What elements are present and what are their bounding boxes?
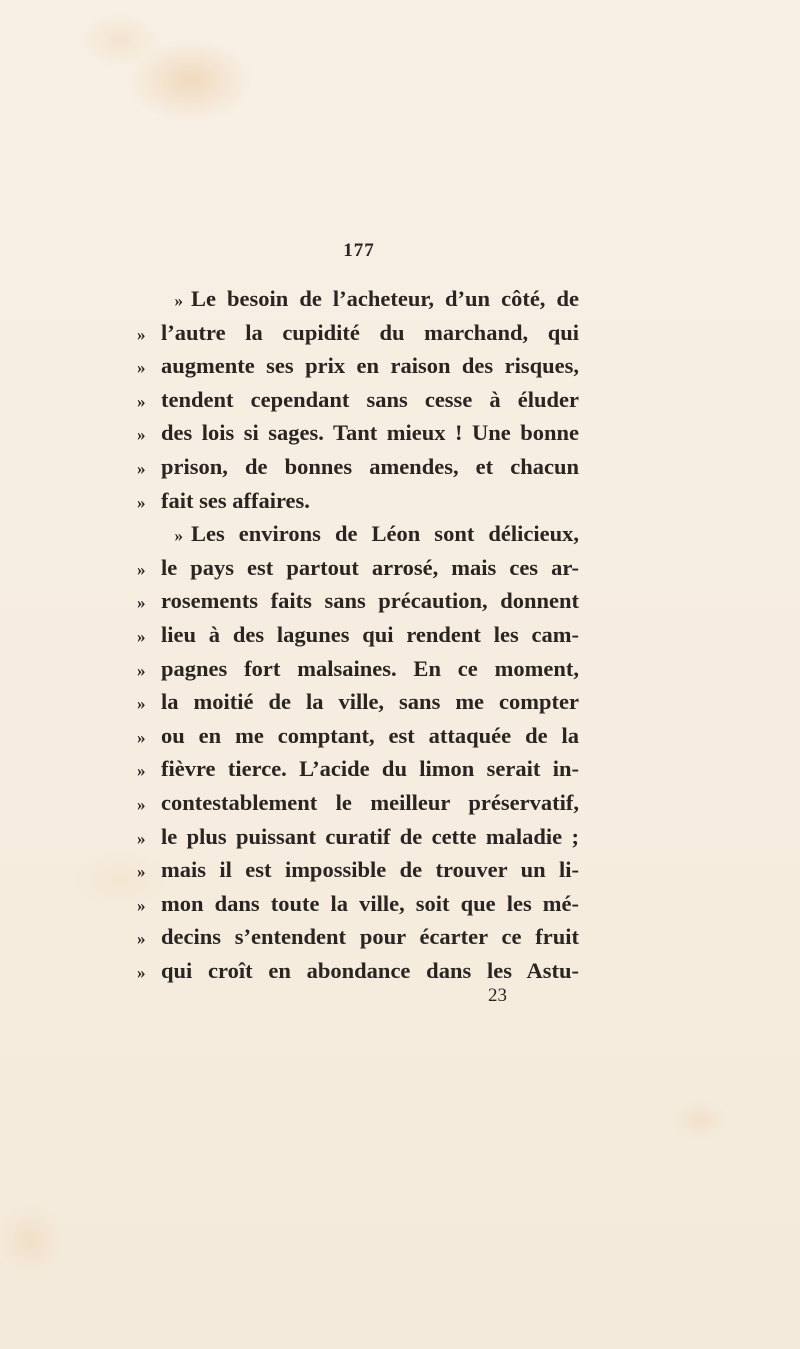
text-line: [137, 652, 579, 686]
text-line: [137, 920, 579, 954]
line-text: qui croît en abondance dans les Astu-: [161, 957, 579, 983]
quote-marker: »: [137, 761, 146, 781]
quote-marker: »: [137, 660, 146, 680]
text-line: [137, 450, 579, 484]
text-line: [137, 349, 579, 383]
quote-marker: »: [137, 593, 146, 613]
line-text: le pays est partout arrosé, mais ces ar-: [161, 554, 579, 580]
signature-mark: 23: [488, 985, 507, 1006]
quote-marker: »: [137, 895, 146, 915]
line-text: rosements faits sans précaution, donnent: [161, 588, 579, 614]
text-line: [137, 618, 579, 652]
text-line: [137, 954, 579, 988]
line-text: des lois si sages. Tant mieux ! Une bonne: [161, 420, 579, 446]
line-text: mon dans toute la ville, soit que les mé-: [161, 890, 579, 916]
line-text: le plus puissant curatif de cette maladie ;: [161, 823, 579, 849]
line-text: la moitié de la ville, sans me compter: [161, 689, 579, 715]
quote-marker: »: [137, 929, 146, 949]
line-text: mais il est impossible de trouver un li-: [161, 857, 579, 883]
text-line: [137, 416, 579, 450]
quote-marker: »: [137, 962, 146, 982]
line-text: contestablement le meilleur préservatif,: [161, 789, 579, 815]
body-text: [137, 282, 579, 987]
text-line: [137, 853, 579, 887]
line-text: tendent cependant sans cesse à éluder: [161, 386, 579, 412]
text-line: [137, 584, 579, 618]
line-text: fièvre tierce. L’acide du limon serait in-: [161, 756, 579, 782]
text-line: [137, 282, 579, 316]
text-line: [137, 517, 579, 551]
quote-marker: »: [174, 526, 183, 546]
text-line: [137, 316, 579, 350]
line-text: augmente ses prix en raison des risques,: [161, 353, 579, 379]
quote-marker: »: [137, 324, 146, 344]
quote-marker: »: [137, 458, 146, 478]
quote-marker: »: [174, 291, 183, 310]
quote-marker: »: [137, 626, 146, 646]
line-text: lieu à des lagunes qui rendent les cam-: [161, 621, 579, 647]
quote-marker: »: [137, 425, 146, 445]
page-number: 177: [343, 240, 375, 261]
line-text: decins s’entendent pour écarter ce fruit: [161, 924, 579, 950]
text-line: [137, 685, 579, 719]
text-line: [137, 786, 579, 820]
line-text: ou en me comptant, est attaquée de la: [161, 722, 579, 748]
quote-marker: »: [137, 391, 146, 411]
text-line: [137, 752, 579, 786]
text-line: [137, 484, 579, 518]
line-text: prison, de bonnes amendes, et chacun: [161, 453, 579, 479]
quote-marker: »: [137, 828, 146, 848]
quote-marker: »: [137, 492, 146, 512]
quote-marker: »: [137, 694, 146, 714]
text-line: [137, 383, 579, 417]
line-text: Les environs de Léon sont délicieux,: [191, 521, 579, 547]
quote-marker: »: [137, 559, 146, 579]
quote-marker: »: [137, 862, 146, 882]
line-text: l’autre la cupidité du marchand, qui: [161, 319, 579, 345]
line-text: fait ses affaires.: [161, 487, 310, 513]
line-text: pagnes fort malsaines. En ce moment,: [161, 655, 579, 681]
text-line: [137, 551, 579, 585]
line-text: Le besoin de l’acheteur, d’un côté, de: [191, 286, 579, 311]
quote-marker: »: [137, 794, 146, 814]
text-line: [137, 719, 579, 753]
text-line: [137, 820, 579, 854]
quote-marker: »: [137, 358, 146, 378]
quote-marker: »: [137, 727, 146, 747]
text-line: [137, 887, 579, 921]
